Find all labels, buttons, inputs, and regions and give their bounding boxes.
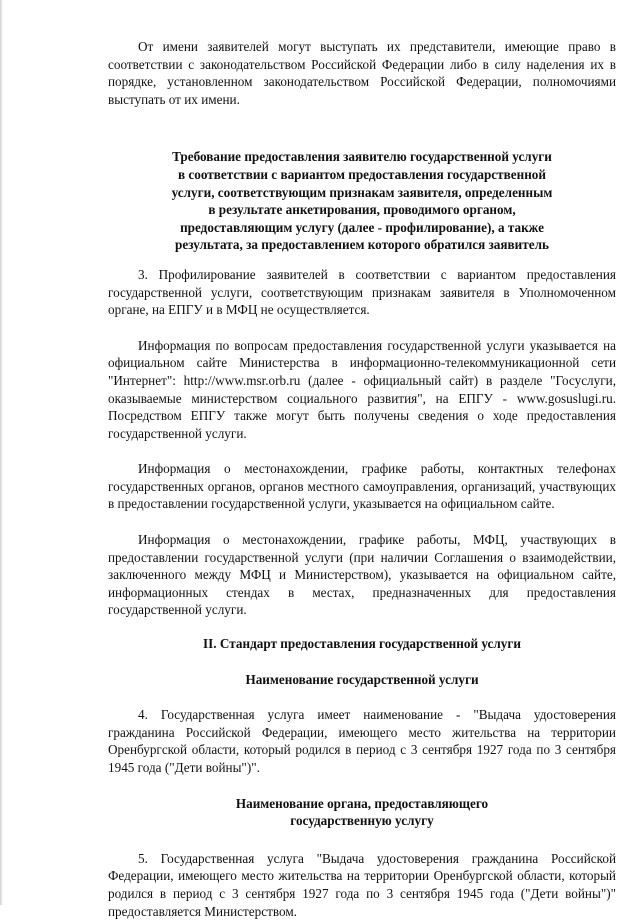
paragraph-info-official-site: Информация по вопросам предоставления государственной услуги указывается на официальном сайте Министерства в информационно-телекоммуникационной сети "Интернет": http://www.msr.orb.ru (далее - официальный сайт) в разделе "Госуслуги, оказываемые министерством социального развития", на ЕПГУ - www.gosuslugi.ru. Посредством ЕПГУ также могут быть получены сведения о ходе предоставления государственной услуги. [108,337,616,441]
heading-line: Требование предоставления заявителю государственной услуги [172,149,552,165]
scan-edge-shadow [0,0,3,905]
heading-line: Наименование органа, предоставляющего [235,795,489,811]
heading-provider-body [108,795,616,830]
heading-profiling-requirement [108,148,616,254]
heading-section-2: II. Стандарт предоставления государственной услуги [203,636,521,652]
heading-line: государственную услугу [290,813,434,829]
paragraph-info-mfc: Информация о местонахождении, графике работы, МФЦ, участвующих в предоставлении государственной услуги (при наличии Соглашения о взаимодействии, заключенного между МФЦ и Министерством), указывается на официальном сайте, информационных стендах в местах, предназначенных для предоставления государственной услуги. [108,532,616,618]
heading-line: в соответствии с вариантом предоставления государственной [177,166,547,182]
paragraph-representatives: От имени заявителей могут выступать их представители, имеющие право в соответствии с законодательством Российской Федерации либо в силу наделения их в порядке, установленном законодательством Российской Федерации, полномочиями выступать от их имени. [108,39,616,107]
paragraph-5-provider: 5. Государственная услуга "Выдача удостоверения гражданина Российской Федерации, имеющего место жительства на территории Оренбургской области, который родился в период с 3 сентября 1927 года по 3 сентября 1945 года ("Дети войны")" предоставляется Министерством. [108,850,616,919]
heading-line: в результате анкетирования, проводимого органом, [208,202,516,218]
paragraph-3-profiling: 3. Профилирование заявителей в соответствии с вариантом предоставления государственной услуги, соответствующим признакам заявителя в Уполномоченном органе, на ЕПГУ и в МФЦ не осуществляется. [108,266,616,318]
paragraph-4-service-name: 4. Государственная услуга имеет наименование - "Выдача удостоверения гражданина Российской Федерации, имеющего место жительства на территории Оренбургской области, который родился в период с 3 сентября 1927 года по 3 сентября 1945 года ("Дети войны")". [108,707,616,775]
heading-line: результата, за предоставлением которого обратился заявитель [175,237,549,253]
document-page [108,38,616,920]
heading-line: услуги, соответствующим признакам заявителя, определенным [171,184,553,200]
heading-service-name: Наименование государственной услуги [245,671,479,687]
heading-line: предоставляющим услугу (далее - профилирование), а также [180,219,544,235]
paragraph-info-location: Информация о местонахождении, графике работы, контактных телефонах государственных органов, органов местного самоуправления, организаций, участвующих в предоставлении государственной услуги, указывается на официальном сайте. [108,461,616,512]
